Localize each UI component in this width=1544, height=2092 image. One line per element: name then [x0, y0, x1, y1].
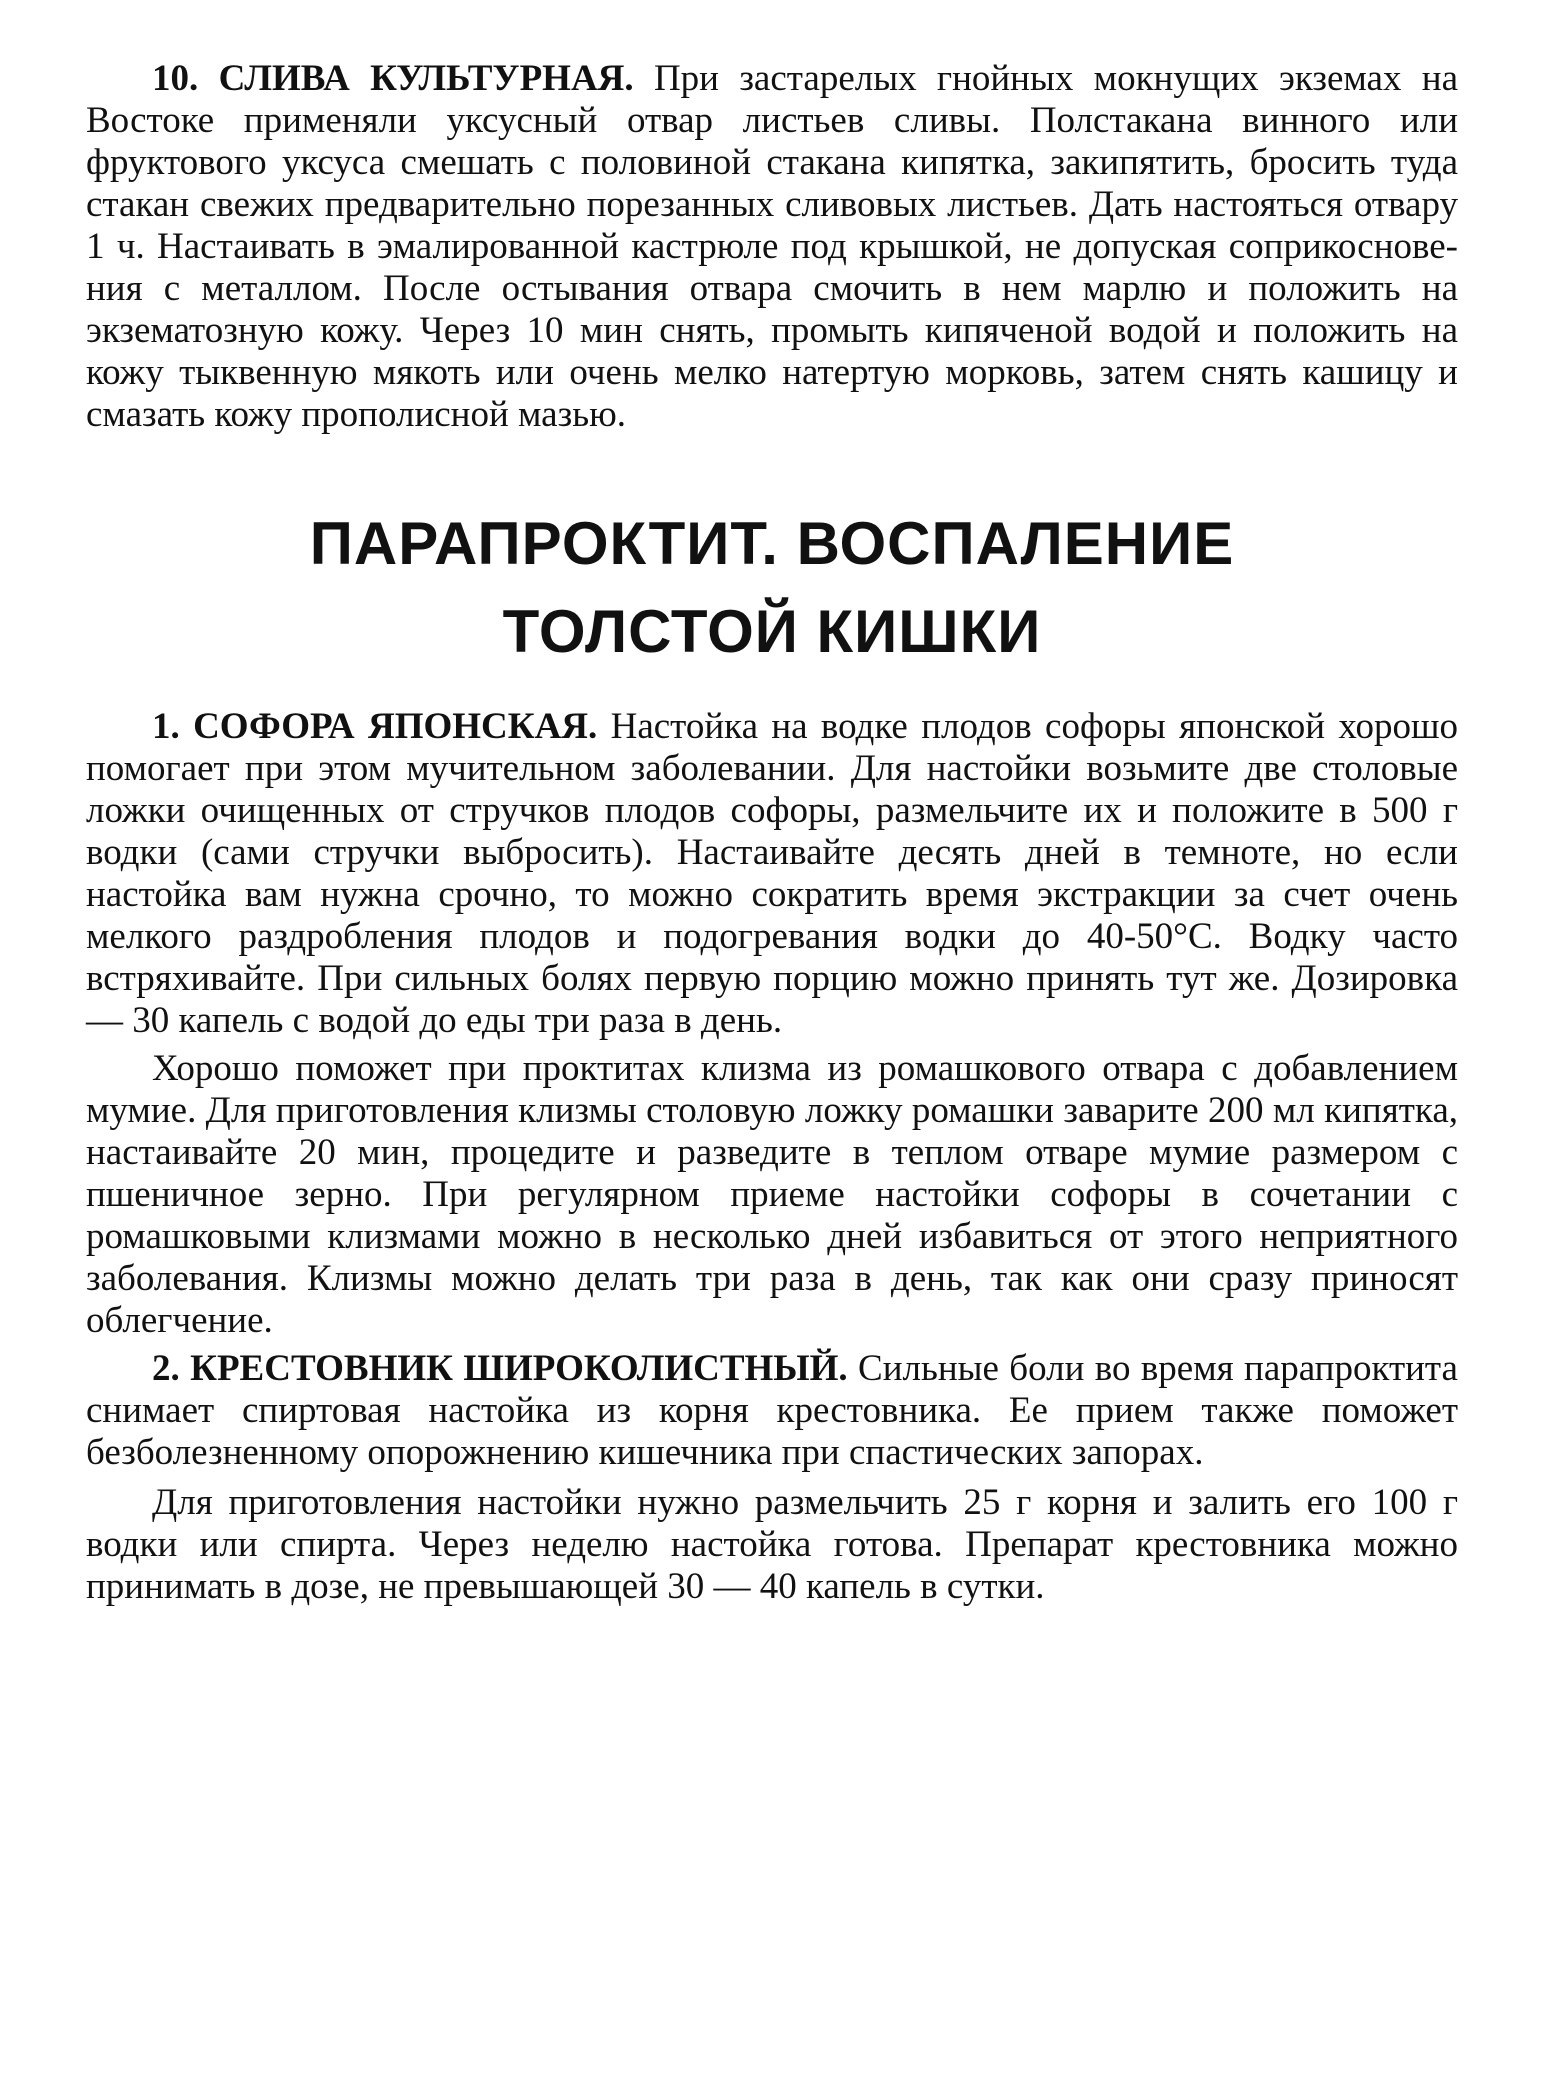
section-title-line-1: ПАРАПРОКТИТ. ВОСПАЛЕНИЕ: [309, 510, 1235, 577]
paragraph-sophora: [86, 706, 1458, 1042]
entry-heading-sophora: 1. СОФОРА ЯПОНСКАЯ.: [152, 706, 598, 747]
entry-text-sophora: Настойка на водке плодов софоры японской хорошо помогает при этом мучительном заболевании. Для настойки возьмите две столовые ложки очищенных от стручков плодов софоры, размельчите их и положите в 500 г водки (сами стручки выбросить). Настаивайте десять дней в темноте, но если настойка вам нужна срочно, то можно сократить время экстракции за счет очень мелкого раздробления плодов и подогревания водки до 40-50°С. Водку часто встряхивайте. При сильных болях первую порцию можно принять тут же. Дозировка — 30 капель с водой до еды три раза в день.: [86, 706, 1458, 1041]
entry-heading-ragwort: 2. КРЕСТОВНИК ШИРОКОЛИСТНЫЙ.: [152, 1348, 848, 1389]
entry-text-plum: При застарелых гнойных мокнущих экземах на Востоке применяли уксусный отвар листьев сливы. Полстакана винного или фруктового уксуса смешать с половиной стакана кипятка, закипятить, бросить туда стакан свежих предварительно порезанных сливовых листьев. Дать настояться отвару 1 ч. Настаивать в эмалированной кастрюле под крышкой, не допуская соприкосновения с металлом. После остывания отвара смочить в нем марлю и положить на экзематозную кожу. Через 10 мин снять, промыть кипяченой водой и положить на кожу тыквенную мякоть или очень мелко натертую морковь, затем снять кашицу и смазать кожу прополисной мазью.: [86, 58, 1459, 435]
entry-text-ragwort: Сильные боли во время парапроктита снимает спиртовая настойка из корня крестовника. Ее прием также поможет безболезненному опорожнению кишечника при спастических запорах.: [86, 1348, 1458, 1473]
section-title-line-2: ТОЛСТОЙ КИШКИ: [502, 598, 1042, 665]
entry-heading-plum: 10. СЛИВА КУЛЬТУРНАЯ.: [152, 58, 634, 99]
paragraph-ragwort: [86, 1348, 1458, 1474]
book-page: [86, 58, 1458, 1608]
paragraph-ragwort-tincture: Для приготовления настойки нужно размельчить 25 г корня и залить его 100 г водки или спирта. Через неделю настойка готова. Препарат крестовника можно принимать в дозе, не превышающей 30 — 40 капель в сутки.: [86, 1482, 1458, 1607]
section-title: [86, 500, 1458, 676]
paragraph-sophora-enema: Хорошо поможет при проктитах клизма из ромашкового отвара с добавлением мумие. Для приготовления клизмы столовую ложку ромашки заварите 200 мл кипятка, настаивайте 20 мин, процедите и разведите в теплом отваре мумие размером с пшеничное зерно. При регулярном приеме настойки софоры в сочетании с ромашковыми клизмами можно в несколько дней избавиться от этого неприятного заболевания. Клизмы можно делать три раза в день, так как они сразу приносят облегчение.: [86, 1048, 1458, 1341]
paragraph-plum: [86, 58, 1458, 436]
